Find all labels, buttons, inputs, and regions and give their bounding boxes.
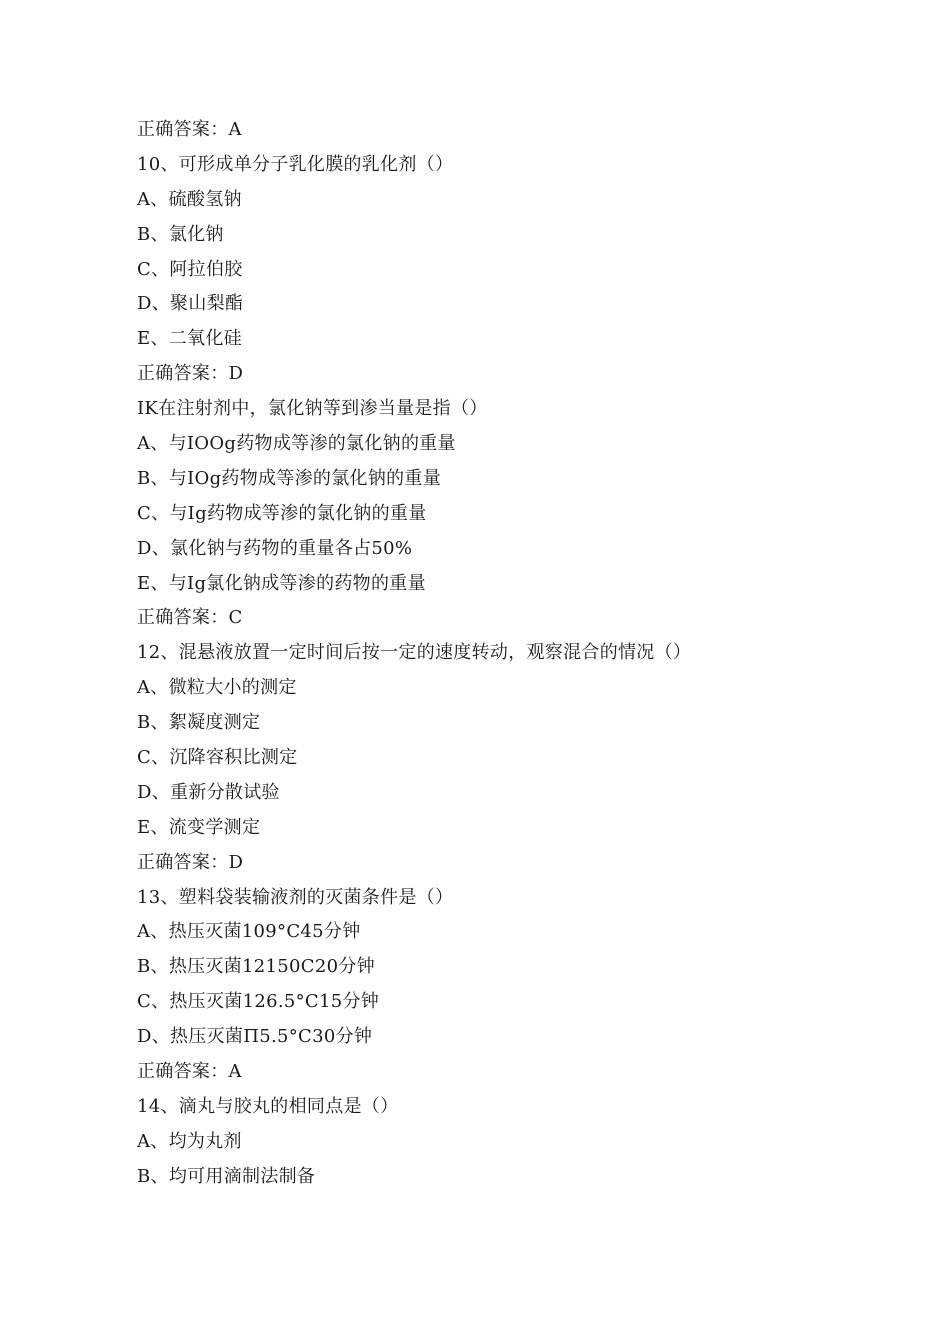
option-line: B、均可用滴制法制备: [137, 1165, 316, 1187]
question-10: 10、可形成单分子乳化膜的乳化剂（）: [137, 153, 454, 175]
option-line: C、沉降容积比测定: [137, 747, 298, 769]
option-line: D、氯化钠与药物的重量各占50%: [137, 537, 413, 559]
option-line: D、重新分散试验: [137, 781, 280, 803]
answer-line: 正确答案：C: [137, 607, 243, 629]
option-line: D、热压灭菌Π5.5°C30分钟: [137, 1026, 373, 1048]
answer-line: 正确答案：D: [137, 851, 244, 873]
option-line: A、硫酸氢钠: [137, 188, 242, 210]
option-line: B、热压灭菌12150C20分钟: [137, 956, 375, 978]
option-line: C、热压灭菌126.5°C15分钟: [137, 991, 380, 1013]
option-line: E、流变学测定: [137, 816, 261, 838]
option-line: E、与Ig氯化钠成等渗的药物的重量: [137, 572, 426, 594]
answer-line: 正确答案：A: [137, 1061, 242, 1083]
option-line: B、絮凝度测定: [137, 712, 261, 734]
answer-line: 正确答案：D: [137, 363, 244, 385]
option-line: D、聚山梨酯: [137, 293, 244, 315]
answer-line: 正确答案：A: [137, 119, 242, 140]
option-line: C、阿拉伯胶: [137, 258, 243, 280]
question-11: IK在注射剂中，氯化钠等到渗当量是指（）: [137, 398, 488, 420]
option-line: C、与Ig药物成等渗的氯化钠的重量: [137, 502, 427, 524]
option-line: A、微粒大小的测定: [137, 677, 297, 699]
option-line: A、热压灭菌109°C45分钟: [137, 921, 361, 943]
option-line: A、与IOOg药物成等渗的氯化钠的重量: [137, 433, 456, 455]
option-line: B、与IOg药物成等渗的氯化钠的重量: [137, 467, 442, 489]
question-13: 13、塑料袋装输液剂的灭菌条件是（）: [137, 886, 454, 908]
option-line: E、二氧化硅: [137, 328, 242, 350]
option-line: A、均为丸剂: [137, 1130, 242, 1152]
question-12: 12、混悬液放置一定时间后按一定的速度转动，观察混合的情况（）: [137, 642, 692, 664]
document-body: [137, 113, 897, 1195]
question-14: 14、滴丸与胶丸的相同点是（）: [137, 1095, 399, 1117]
option-line: B、氯化钠: [137, 223, 224, 245]
